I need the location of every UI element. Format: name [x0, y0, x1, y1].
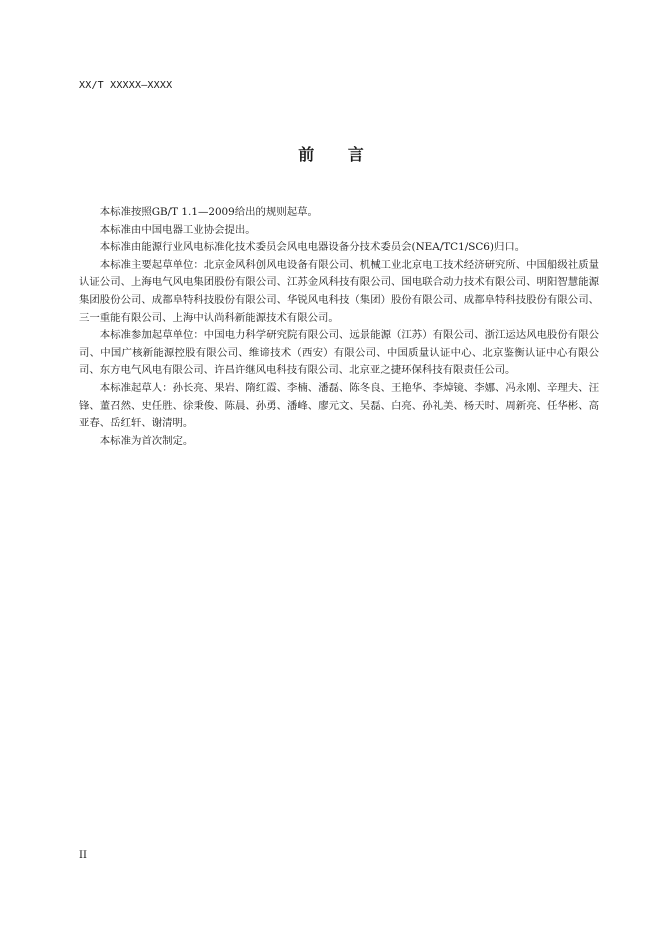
paragraph-participating-units: 本标准参加起草单位：中国电力科学研究院有限公司、远景能源（江苏）有限公司、浙江运达风电股份有限公司、中国广核新能源控股有限公司、维谛技术（西安）有限公司、中国质量认证中心、北京鉴衡认证中心有限公司、东方电气风电有限公司、许昌许继风电科技有限公司、北京亚之捷环保科技有限责任公司。: [79, 329, 599, 377]
paragraph-responsible-committee: 本标准由能源行业风电标准化技术委员会风电电器设备分技术委员会(NEA/TC1/SC6)归口。: [99, 241, 526, 254]
paragraph-first-edition: 本标准为首次制定。: [99, 434, 194, 447]
document-code: XX/T XXXXX—XXXX: [79, 80, 173, 91]
paragraph-drafters: 本标准起草人：孙长亮、果岩、隋红霞、李楠、潘磊、陈冬良、王艳华、李焯镜、李娜、冯永刚、辛理夫、汪锋、董召然、史任胜、徐秉俊、陈晨、孙勇、潘峰、廖元文、吴磊、白亮、孙礼美、杨天时、周新亮、任华彬、高亚春、岳红轩、谢清明。: [79, 381, 599, 430]
paragraph-proposer: 本标准由中国电器工业协会提出。: [99, 223, 256, 236]
page-number: II: [79, 850, 87, 861]
paragraph-drafting-rules: 本标准按照GB/T 1.1—2009给出的规则起草。: [99, 206, 318, 218]
preface-body: [79, 204, 599, 450]
page-title: 前 言: [298, 145, 378, 164]
paragraph-main-drafting-units: 本标准主要起草单位：北京金风科创风电设备有限公司、机械工业北京电工技术经济研究所、中国船级社质量认证公司、上海电气风电集团股份有限公司、江苏金风科技有限公司、国电联合动力技术有限公司、明阳智慧能源集团股份公司、成都阜特科技股份有限公司、华锐风电科技（集团）股份有限公司、成都阜特科技股份有限公司、三一重能有限公司、上海中认尚科新能源技术有限公司。: [79, 258, 599, 324]
